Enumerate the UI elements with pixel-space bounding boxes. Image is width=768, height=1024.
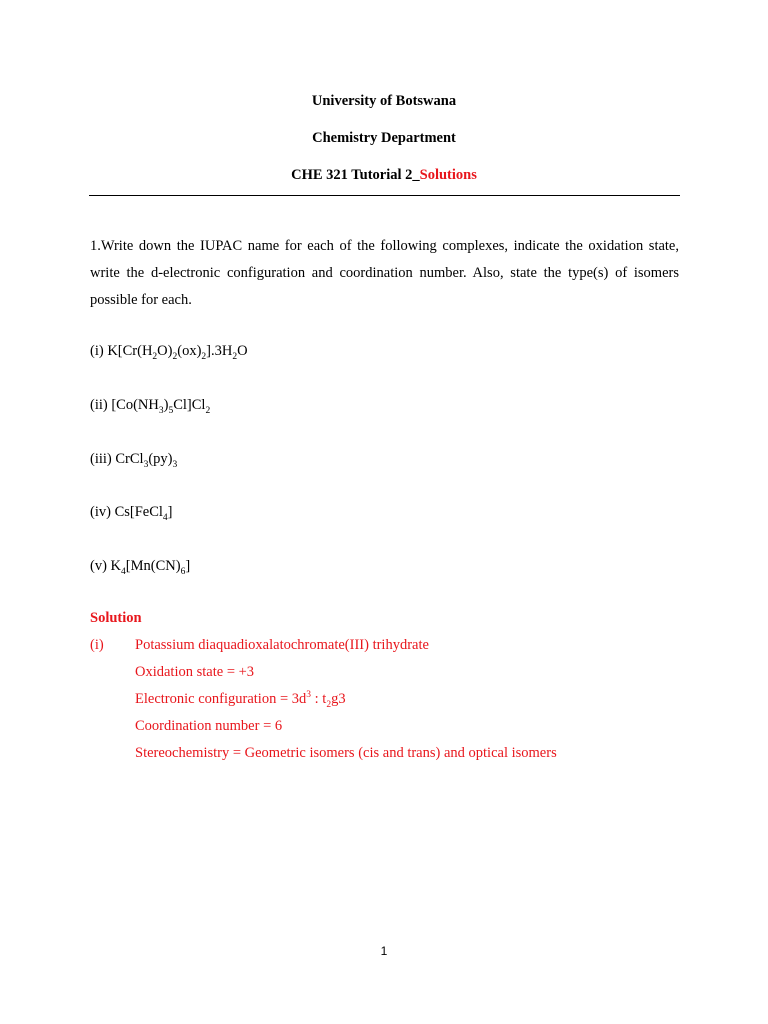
formula-subscript: 2 xyxy=(205,405,211,416)
formula-part: (py) xyxy=(148,451,173,467)
formula-part: Cs[FeCl xyxy=(114,504,163,520)
formula-part: O) xyxy=(157,343,173,359)
formula-part: [Mn(CN) xyxy=(125,558,181,574)
formula-part: ].3H xyxy=(206,343,233,359)
formula-subscript: 2 xyxy=(172,351,178,362)
formula-part: (ox) xyxy=(177,343,202,359)
question-1-text: 1.Write down the IUPAC name for each of the following complexes, indicate the oxidation state, write the d-electronic configuration and coordination number. Also, state the type(s) of isomers possible for each. xyxy=(90,238,679,308)
config-superscript: 3 xyxy=(306,690,311,701)
solution-iupac-name: Potassium diaquadioxalatochromate(III) trihydrate xyxy=(135,637,429,653)
item-label: (iii) xyxy=(90,451,112,467)
tutorial-title-prefix: CHE 321 Tutorial 2_ xyxy=(291,167,420,183)
formula-subscript: 6 xyxy=(180,566,186,577)
complex-formula xyxy=(110,558,191,577)
formula-part: O xyxy=(237,343,248,359)
formula-part: CrCl xyxy=(115,451,144,467)
complex-formula xyxy=(115,451,178,470)
config-middle: : t xyxy=(311,691,327,707)
item-label: (v) xyxy=(90,558,107,574)
solution-number: (i) xyxy=(90,637,104,653)
formula-subscript: 3 xyxy=(158,405,164,416)
tutorial-title xyxy=(0,167,768,184)
formula-part: K xyxy=(110,558,122,574)
solution-oxidation-state: Oxidation state = +3 xyxy=(135,664,255,680)
formula-subscript: 2 xyxy=(152,351,158,362)
solution-coordination-number: Coordination number = 6 xyxy=(135,718,283,734)
complex-item-i xyxy=(90,343,248,360)
solution-stereochemistry: Stereochemistry = Geometric isomers (cis and trans) and optical isomers xyxy=(135,745,557,761)
item-label: (i) xyxy=(90,343,104,359)
complex-item-v xyxy=(90,558,190,575)
complex-item-iii xyxy=(90,451,177,468)
formula-subscript: 3 xyxy=(143,459,149,470)
complex-item-ii xyxy=(90,397,210,414)
formula-subscript: 5 xyxy=(168,405,174,416)
page-number: 1 xyxy=(380,944,388,958)
item-label: (ii) xyxy=(90,397,108,413)
config-subscript: 2 xyxy=(326,699,332,710)
complex-formula xyxy=(111,397,211,416)
university-title: University of Botswana xyxy=(311,93,457,109)
formula-part: [Co(NH xyxy=(111,397,159,413)
formula-subscript: 4 xyxy=(162,512,168,523)
config-suffix: g3 xyxy=(331,691,346,707)
formula-part: ) xyxy=(163,397,169,413)
formula-subscript: 2 xyxy=(232,351,238,362)
config-prefix: Electronic configuration = 3d xyxy=(135,691,307,707)
formula-subscript: 3 xyxy=(172,459,178,470)
formula-subscript: 2 xyxy=(201,351,207,362)
complex-formula xyxy=(107,343,248,362)
formula-subscript: 4 xyxy=(121,566,126,577)
solution-heading: Solution xyxy=(90,610,142,626)
department-title: Chemistry Department xyxy=(312,130,456,146)
formula-part: ] xyxy=(167,504,173,520)
formula-part: Cl]Cl xyxy=(173,397,206,413)
item-label: (iv) xyxy=(90,504,111,520)
tutorial-title-solutions: Solutions xyxy=(419,167,477,183)
solution-electronic-configuration xyxy=(135,691,346,708)
formula-part: ] xyxy=(185,558,191,574)
complex-item-iv xyxy=(90,504,173,521)
header-divider xyxy=(89,195,680,196)
complex-formula xyxy=(114,504,173,523)
formula-part: K[Cr(H xyxy=(107,343,153,359)
